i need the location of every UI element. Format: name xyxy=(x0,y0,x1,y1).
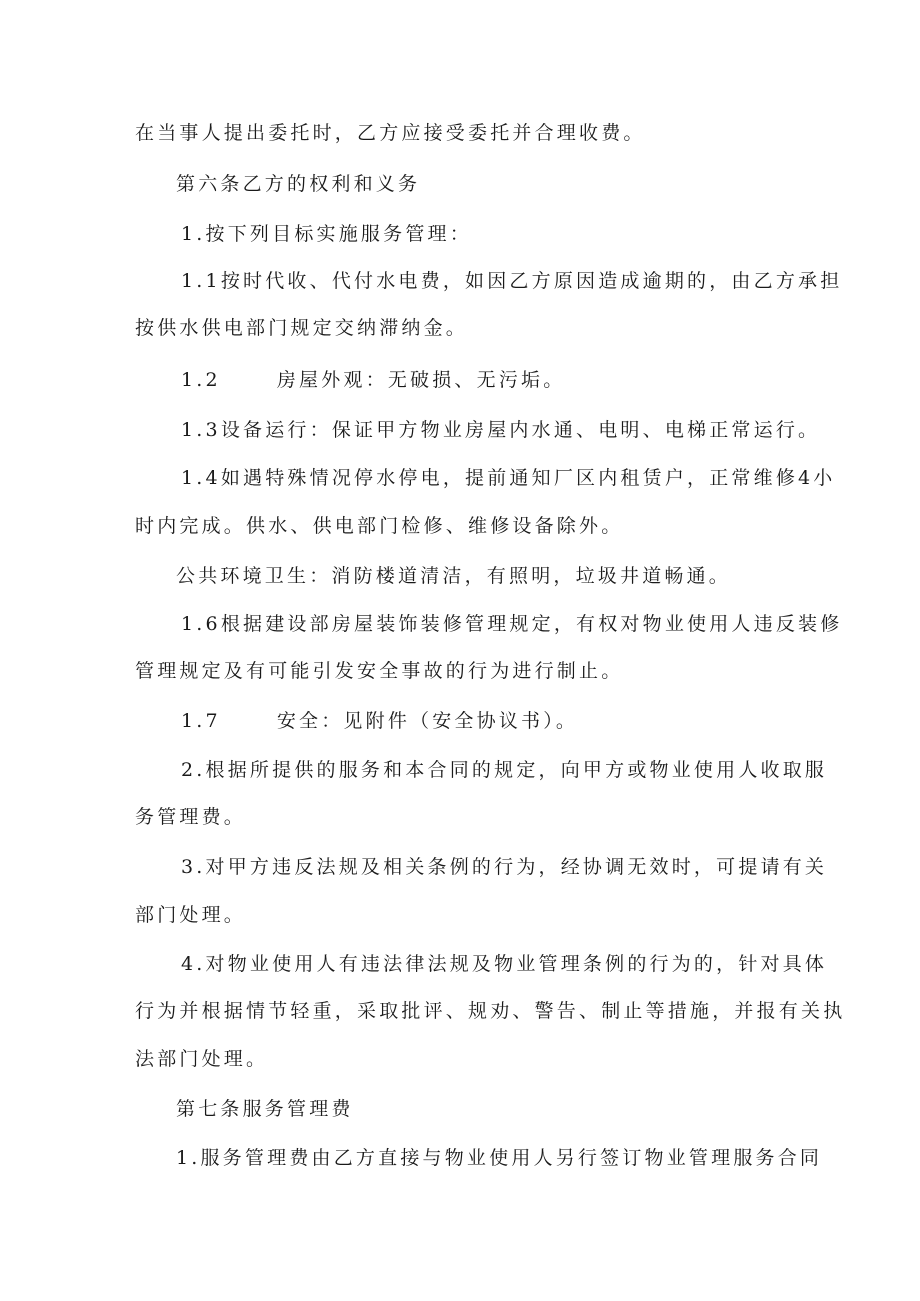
text-line-item-1: 1.按下列目标实施服务管理： xyxy=(181,223,472,245)
text-line-item-1-7 xyxy=(181,709,578,733)
text-line-item-4-cont-1: 行为并根据情节轻重，采取批评、规劝、警告、制止等措施，并报有关执 xyxy=(135,1000,846,1022)
text-line-public-hygiene: 公共环境卫生：消防楼道清洁，有照明，垃圾井道畅通。 xyxy=(176,565,732,587)
item-text-1-7: 安全：见附件（安全协议书）。 xyxy=(276,710,579,732)
item-text-1-2: 房屋外观：无破损、无污垢。 xyxy=(276,369,566,391)
text-line-item-1-1-cont: 按供水供电部门规定交纳滞纳金。 xyxy=(135,317,469,339)
text-line-item-1-6: 1.6根据建设部房屋装饰装修管理规定，有权对物业使用人违反装修 xyxy=(181,613,843,635)
text-line-item-2: 2.根据所提供的服务和本合同的规定，向甲方或物业使用人收取服 xyxy=(181,759,828,781)
text-line-item-1-6-cont: 管理规定及有可能引发安全事故的行为进行制止。 xyxy=(135,660,624,682)
section-heading-7: 第七条服务管理费 xyxy=(176,1098,354,1120)
text-line-item-3: 3.对甲方违反法规及相关条例的行为，经协调无效时，可提请有关 xyxy=(181,856,828,878)
text-line-item-4: 4.对物业使用人有违法律法规及物业管理条例的行为的，针对具体 xyxy=(181,953,828,975)
text-line-item-7-1: 1.服务管理费由乙方直接与物业使用人另行签订物业管理服务合同 xyxy=(176,1147,823,1169)
item-number-1-2: 1.2 xyxy=(181,369,221,391)
text-line-item-1-4: 1.4如遇特殊情况停水停电，提前通知厂区内租赁户，正常维修4小 xyxy=(181,467,836,489)
text-line-item-4-cont-2: 法部门处理。 xyxy=(135,1048,269,1070)
text-line-item-2-cont: 务管理费。 xyxy=(135,806,247,828)
section-heading-6: 第六条乙方的权利和义务 xyxy=(176,173,421,195)
text-line-item-1-4-cont: 时内完成。供水、供电部门检修、维修设备除外。 xyxy=(135,515,624,537)
text-line-item-1-3: 1.3设备运行：保证甲方物业房屋内水通、电明、电梯正常运行。 xyxy=(181,419,821,441)
item-number-1-7: 1.7 xyxy=(181,710,221,732)
text-line-item-1-2 xyxy=(181,368,565,392)
text-line-item-1-1: 1.1按时代收、代付水电费，如因乙方原因造成逾期的，由乙方承担 xyxy=(181,270,843,292)
text-line-1: 在当事人提出委托时，乙方应接受委托并合理收费。 xyxy=(135,122,646,144)
text-line-item-3-cont: 部门处理。 xyxy=(135,904,247,926)
